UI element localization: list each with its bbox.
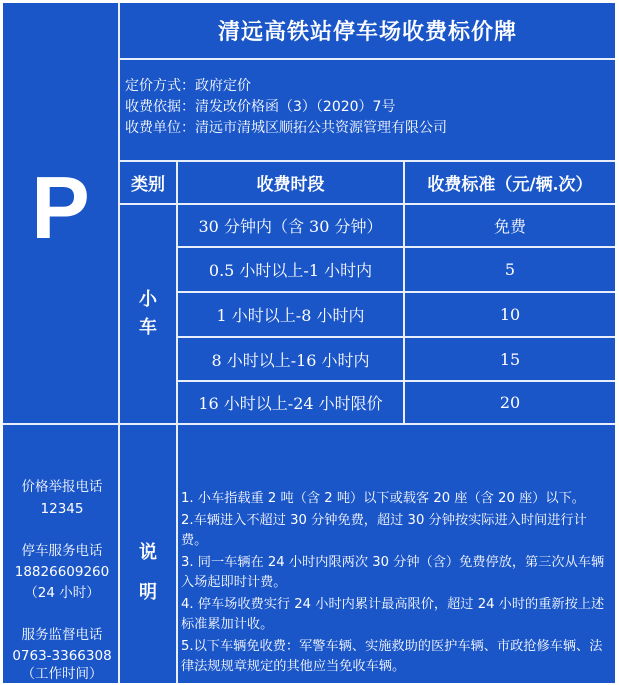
row-period: 30 分钟内（含 30 分钟）: [198, 217, 383, 236]
divider-table-bottom: [3, 423, 615, 425]
board-title: 清远高铁站停车场收费标价牌: [217, 19, 517, 45]
parking-logo: P: [31, 158, 90, 257]
charging-unit: 收费单位：清远市清城区顺拓公共资源管理有限公司: [125, 120, 447, 136]
supervision-number: 0763-3366308: [12, 648, 112, 664]
row-period: 1 小时以上-8 小时内: [216, 306, 365, 325]
row-price: 10: [499, 305, 521, 324]
notes-list: [181, 489, 611, 679]
category-char: 车: [139, 317, 157, 338]
notes-label-char: 说: [139, 542, 157, 563]
row-price: 5: [504, 260, 516, 279]
header-standard: 收费标准（元/辆.次）: [427, 175, 593, 195]
category-small-car: [120, 205, 176, 423]
header-category: 类别: [131, 175, 165, 195]
parking-service-label: 停车服务电话: [21, 543, 103, 559]
note-item: 4. 停车场收费实行 24 小时内累计最高限价，超过 24 小时的重新按上述标准累加计收。: [181, 596, 605, 632]
pricing-basis: 收费依据：清发改价格函（3）（2020）7号: [125, 99, 396, 115]
supervision-hours: （工作时间）: [21, 666, 103, 682]
note-item: 2.车辆进入不超过 30 分钟免费，超过 30 分钟按实际进入时间进行计费。: [181, 512, 587, 548]
note-item: 3. 同一车辆在 24 小时内限两次 30 分钟（含）免费停放，第三次从车辆入场起即时计费。: [181, 554, 605, 590]
divider-title-bottom: [118, 58, 615, 60]
price-board: [3, 3, 615, 683]
price-report-number: 12345: [40, 501, 84, 517]
header-period: 收费时段: [256, 175, 325, 195]
notes-label-char: 明: [139, 582, 157, 603]
row-price: 15: [499, 349, 521, 369]
row-period: 8 小时以上-16 小时内: [211, 350, 370, 370]
supervision-label: 服务监督电话: [21, 627, 103, 643]
pricing-method: 定价方式：政府定价: [125, 78, 251, 94]
parking-service-hours: （24 小时）: [24, 585, 100, 601]
note-item: 5.以下车辆免收费：军警车辆、实施救助的医护车辆、市政抢修车辆、法律法规规章规定的其他应当免收车辆。: [181, 638, 603, 674]
category-char: 小: [139, 289, 157, 310]
price-report-label: 价格举报电话: [21, 479, 103, 495]
row-price: 免费: [493, 217, 526, 236]
note-item: 1. 小车指载重 2 吨（含 2 吨）以下或载客 20 座（含 20 座）以下。: [181, 491, 585, 506]
notes-label: [120, 523, 176, 623]
row-period: 16 小时以上-24 小时限价: [198, 394, 383, 413]
row-period: 0.5 小时以上-1 小时内: [208, 261, 373, 280]
row-price: 20: [499, 393, 521, 412]
parking-service-number: 18826609260: [14, 564, 110, 580]
